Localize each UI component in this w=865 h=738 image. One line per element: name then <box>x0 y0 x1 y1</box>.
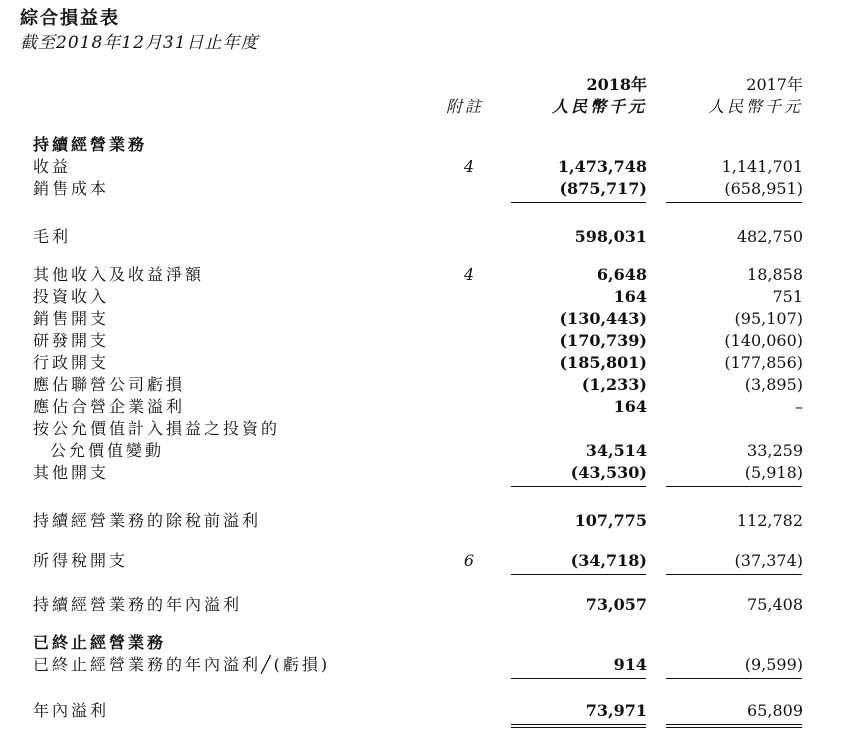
row-label: 銷售開支 <box>33 309 110 328</box>
value-2018: 6,648 <box>596 265 647 284</box>
row-profit-continuing <box>0 594 865 616</box>
section-label: 持續經營業務 <box>33 135 148 154</box>
row-label: 應佔合營企業溢利 <box>33 397 186 416</box>
row-discontinued <box>0 654 865 676</box>
value-2017: (9,599) <box>744 655 803 674</box>
section-label: 已終止經營業務 <box>33 633 167 652</box>
header-unit-2017: 人民幣千元 <box>707 97 803 116</box>
value-2017: 18,858 <box>747 265 803 284</box>
row-label: 其他收入及收益淨額 <box>33 265 205 284</box>
row-share-loss-associate <box>0 374 865 396</box>
value-2017: (177,856) <box>724 353 803 372</box>
row-share-profit-jv <box>0 396 865 418</box>
row-investment-income <box>0 286 865 308</box>
subtotal-rule-2017 <box>666 486 802 487</box>
value-2017: (5,918) <box>744 463 803 482</box>
value-2018: 73,057 <box>585 595 647 614</box>
value-2018: (875,717) <box>559 179 647 198</box>
value-2018: 598,031 <box>574 227 647 246</box>
row-cost-of-sales <box>0 178 865 200</box>
row-label: 持續經營業務的除稅前溢利 <box>33 511 262 530</box>
row-label: 行政開支 <box>33 353 110 372</box>
subtotal-rule-2018 <box>511 574 646 575</box>
statement-title: 綜合損益表 <box>20 8 120 29</box>
row-label: 所得稅開支 <box>33 551 129 570</box>
value-2017: (140,060) <box>724 331 803 350</box>
value-2017: – <box>795 397 803 416</box>
row-fvtpl-line1 <box>0 418 865 440</box>
row-fvtpl <box>0 440 865 462</box>
value-2018: 73,971 <box>585 701 647 720</box>
value-2018: 107,775 <box>574 511 647 530</box>
value-2017: 112,782 <box>736 511 803 530</box>
row-label: 其他開支 <box>33 463 110 482</box>
value-2018: (170,739) <box>559 331 647 350</box>
value-2018: 164 <box>613 287 647 306</box>
value-2017: 751 <box>772 287 803 306</box>
header-year-2017: 2017年 <box>746 75 803 94</box>
row-label: 收益 <box>33 157 72 176</box>
row-label: 研發開支 <box>33 331 110 350</box>
row-income-tax <box>0 550 865 572</box>
header-year-2018: 2018年 <box>586 75 647 94</box>
section-continuing <box>0 134 865 156</box>
subtotal-rule-2018 <box>511 678 646 679</box>
value-2017: (37,374) <box>734 551 803 570</box>
total-double-rule-2017 <box>666 727 802 728</box>
subtotal-rule-2017 <box>666 678 802 679</box>
row-gross-profit <box>0 226 865 248</box>
header-note: 附註 <box>446 97 485 116</box>
value-2017: 33,259 <box>747 441 803 460</box>
subtotal-rule-2018 <box>511 202 646 203</box>
row-label: 投資收入 <box>33 287 110 306</box>
row-label: 公允價值變動 <box>50 441 165 460</box>
row-label: 年內溢利 <box>33 701 110 720</box>
row-revenue <box>0 156 865 178</box>
total-double-rule-2018 <box>511 727 646 728</box>
row-other-expenses <box>0 462 865 484</box>
row-label: 銷售成本 <box>33 179 110 198</box>
row-selling-expenses <box>0 308 865 330</box>
value-2017: (95,107) <box>734 309 803 328</box>
row-label: 毛利 <box>33 227 72 246</box>
value-2018: (43,530) <box>570 463 647 482</box>
subtotal-rule-2017 <box>666 574 802 575</box>
value-2018: (185,801) <box>559 353 647 372</box>
row-other-income <box>0 264 865 286</box>
row-label: 按公允價值計入損益之投資的 <box>33 419 281 438</box>
row-label: 應佔聯營公司虧損 <box>33 375 186 394</box>
subtotal-rule-2018 <box>511 486 646 487</box>
section-discontinued <box>0 632 865 654</box>
value-2017: 1,141,701 <box>721 157 803 176</box>
value-2017: (3,895) <box>744 375 803 394</box>
row-rd-expenses <box>0 330 865 352</box>
row-profit-for-year <box>0 700 865 722</box>
subtotal-rule-2017 <box>666 202 802 203</box>
value-2018: 164 <box>613 397 647 416</box>
row-note: 6 <box>463 551 475 570</box>
row-label: 持續經營業務的年內溢利 <box>33 595 243 614</box>
value-2018: (1,233) <box>581 375 647 394</box>
value-2018: (34,718) <box>570 551 647 570</box>
value-2018: (130,443) <box>559 309 647 328</box>
header-unit-2018: 人民幣千元 <box>551 97 647 116</box>
total-double-rule-2017 <box>666 724 802 725</box>
row-note: 4 <box>463 265 475 284</box>
value-2018: 1,473,748 <box>557 157 647 176</box>
row-label: 已終止經營業務的年內溢利╱(虧損) <box>33 655 331 674</box>
value-2017: (658,951) <box>724 179 803 198</box>
row-admin-expenses <box>0 352 865 374</box>
row-profit-before-tax <box>0 510 865 532</box>
statement-period: 截至2018年12月31日止年度 <box>20 33 259 53</box>
value-2017: 75,408 <box>747 595 803 614</box>
value-2018: 914 <box>613 655 647 674</box>
value-2017: 65,809 <box>747 701 803 720</box>
value-2018: 34,514 <box>585 441 647 460</box>
row-note: 4 <box>463 157 475 176</box>
value-2017: 482,750 <box>736 227 803 246</box>
total-double-rule-2018 <box>511 724 646 725</box>
